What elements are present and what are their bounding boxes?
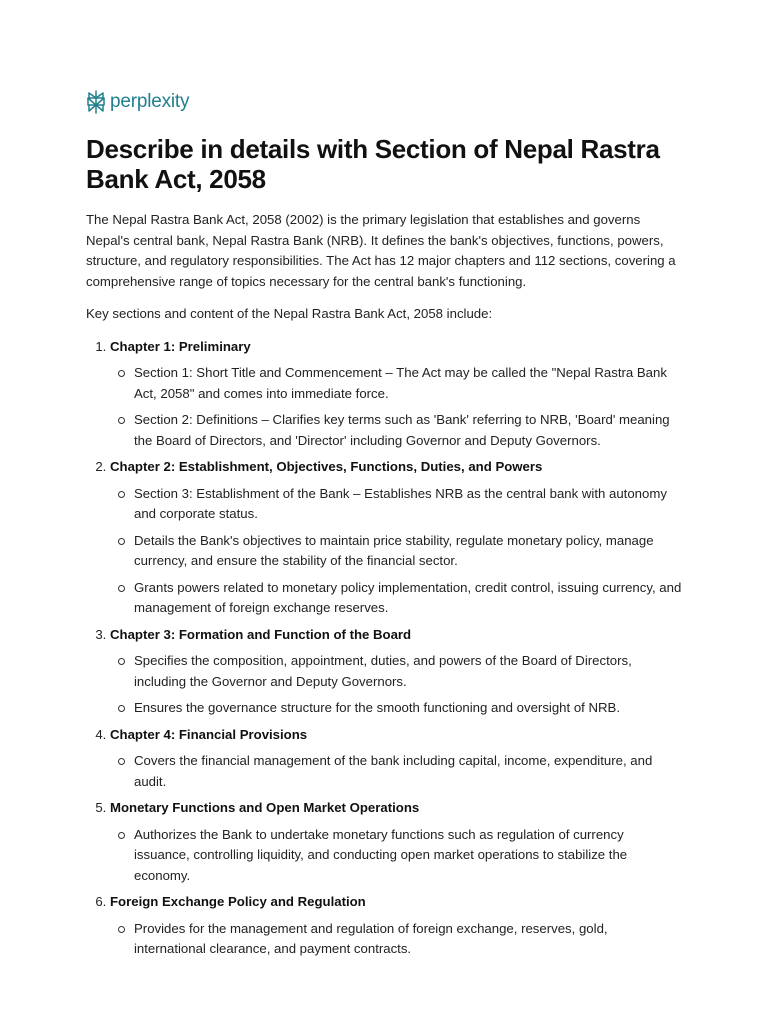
chapter-title: Chapter 2: Establishment, Objectives, Functions, Duties, and Powers bbox=[110, 459, 543, 474]
list-item-text: Details the Bank's objectives to maintain price stability, regulate monetary policy, manage currency, and ensure the stability of the financial sector. bbox=[134, 532, 654, 568]
hollow-bullet-icon bbox=[118, 538, 125, 545]
chapter-item bbox=[110, 625, 682, 719]
list-item bbox=[134, 484, 682, 525]
hollow-bullet-icon bbox=[118, 926, 125, 933]
hollow-bullet-icon bbox=[118, 585, 125, 592]
page-title: Describe in details with Section of Nepal Rastra Bank Act, 2058 bbox=[86, 134, 660, 194]
hollow-bullet-icon bbox=[118, 832, 125, 839]
chapter-points-list bbox=[110, 484, 682, 619]
list-item-text: Authorizes the Bank to undertake monetary functions such as regulation of currency issuance, controlling liquidity, and conducting open market operations to stabilize the economy. bbox=[134, 826, 628, 883]
lead-paragraph: Key sections and content of the Nepal Rastra Bank Act, 2058 include: bbox=[86, 306, 493, 321]
list-item bbox=[134, 410, 682, 451]
chapter-title: Chapter 4: Financial Provisions bbox=[110, 726, 308, 742]
list-item bbox=[134, 698, 682, 719]
list-item bbox=[134, 531, 682, 572]
brand-name: perplexity bbox=[110, 91, 190, 112]
list-item bbox=[134, 919, 682, 960]
hollow-bullet-icon bbox=[118, 370, 125, 377]
list-item-text: Covers the financial management of the bank including capital, income, expenditure, and audit. bbox=[134, 753, 653, 789]
hollow-bullet-icon bbox=[118, 658, 125, 665]
chapter-points-list bbox=[110, 651, 682, 719]
chapter-title: Monetary Functions and Open Market Operations bbox=[110, 800, 420, 815]
chapter-list bbox=[86, 337, 682, 960]
hollow-bullet-icon bbox=[118, 705, 125, 712]
chapter-points-list bbox=[110, 825, 682, 887]
list-item bbox=[134, 751, 682, 792]
chapter-points-list bbox=[110, 363, 682, 451]
hollow-bullet-icon bbox=[118, 758, 125, 765]
hollow-bullet-icon bbox=[118, 491, 125, 498]
list-item-text: Specifies the composition, appointment, duties, and powers of the Board of Directors, including the Governor and Deputy Governors. bbox=[134, 653, 632, 689]
chapter-points-list bbox=[110, 751, 682, 792]
perplexity-logo-icon bbox=[86, 90, 106, 114]
chapter-item bbox=[110, 892, 682, 960]
chapter-title: Chapter 1: Preliminary bbox=[110, 338, 251, 354]
list-item-text: Section 3: Establishment of the Bank – Establishes NRB as the central bank with autonomy and corporate status. bbox=[134, 485, 667, 521]
intro-paragraph: The Nepal Rastra Bank Act, 2058 (2002) is the primary legislation that establishes and governs Nepal's central bank, Nepal Rastra Bank (NRB). It defines the bank's objectives, functions, powers, structure, and regulatory responsibilities. The Act has 12 major chapters and 112 sections, covering a comprehensive range of topics necessary for the central bank's functioning. bbox=[86, 212, 676, 289]
chapter-title: Foreign Exchange Policy and Regulation bbox=[110, 894, 366, 909]
chapter-item bbox=[110, 337, 682, 452]
list-item bbox=[134, 578, 682, 619]
list-item bbox=[134, 651, 682, 692]
list-item-text: Provides for the management and regulation of foreign exchange, reserves, gold, international clearance, and payment contracts. bbox=[134, 920, 608, 956]
brand-header bbox=[86, 88, 682, 116]
chapter-item bbox=[110, 725, 682, 793]
chapter-points-list bbox=[110, 919, 682, 960]
list-item-text: Section 1: Short Title and Commencement – The Act may be called the "Nepal Rastra Bank Act, 2058" and comes into immediate force. bbox=[134, 365, 667, 401]
list-item bbox=[134, 363, 682, 404]
chapter-title: Chapter 3: Formation and Function of the Board bbox=[110, 626, 412, 642]
chapter-item bbox=[110, 457, 682, 619]
list-item-text: Section 2: Definitions – Clarifies key terms such as 'Bank' referring to NRB, 'Board' meaning the Board of Directors, and 'Director' including Governor and Deputy Governors. bbox=[134, 412, 670, 448]
chapter-item bbox=[110, 798, 682, 886]
list-item bbox=[134, 825, 682, 887]
list-item-text: Grants powers related to monetary policy implementation, credit control, issuing currency, and management of foreign exchange reserves. bbox=[134, 579, 682, 615]
list-item-text: Ensures the governance structure for the smooth functioning and oversight of NRB. bbox=[134, 700, 621, 715]
hollow-bullet-icon bbox=[118, 417, 125, 424]
